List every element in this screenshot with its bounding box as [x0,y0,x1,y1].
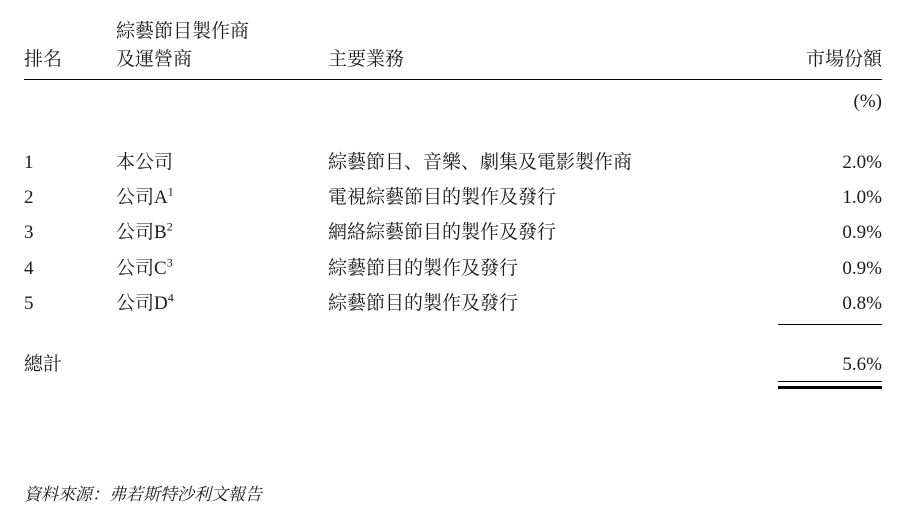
cell-company [116,180,328,215]
table-row [24,251,882,286]
column-header-company-line2: 及運營商 [116,48,193,70]
total-share-value: 5.6% [842,353,882,375]
table-row [24,180,882,215]
total-rule-blank-business [328,382,778,388]
cell-company-footnote-marker: 4 [167,291,174,306]
cell-company [116,145,328,180]
cell-company-name: 公司A [116,187,168,209]
cell-business: 電視綜藝節目的製作及發行 [328,187,557,209]
spacer-cell-share [778,117,882,145]
cell-business: 綜藝節目、音樂、劇集及電影製作商 [328,151,633,173]
total-blank-business [328,324,778,382]
cell-company-footnote-marker: 1 [167,184,174,199]
cell-company [116,215,328,250]
cell-share: 0.8% [778,286,882,324]
table-unit-section [24,80,882,145]
cell-company-footnote-marker: 2 [166,220,173,235]
total-double-rule-row [24,382,882,388]
unit-label: (%) [853,91,882,113]
cell-share: 2.0% [842,151,882,173]
table-row [24,286,882,324]
column-header-share-label: 市場份額 [805,48,882,70]
table-footer [24,324,882,388]
market-share-table [24,18,882,389]
column-header-share [778,18,882,80]
cell-business: 網絡綜藝節目的製作及發行 [328,222,557,244]
column-header-rank-label: 排名 [24,48,63,70]
cell-share: 1.0% [842,187,882,209]
table-row [24,145,882,180]
table-header-row [24,18,882,80]
cell-business: 綜藝節目的製作及發行 [328,257,519,279]
cell-rank: 5 [24,293,34,315]
cell-company-name: 公司B [116,222,167,244]
cell-rank: 4 [24,257,34,279]
total-rule-blank-company [116,382,328,388]
unit-row-blank-rank [24,80,116,117]
table-row [24,215,882,250]
column-header-business [328,18,778,80]
column-header-company [116,18,328,80]
column-header-company-line1: 綜藝節目製作商 [116,21,250,42]
total-row [24,324,882,382]
cell-company-name: 公司C [116,257,167,279]
total-label: 總計 [24,353,63,375]
total-rule-blank-rank [24,382,116,388]
table-body [24,145,882,325]
table-spacer [24,117,882,145]
cell-rank: 1 [24,151,34,173]
table-header [24,18,882,80]
cell-company-name: 公司D [116,293,168,315]
cell-rank: 2 [24,187,34,209]
unit-row [24,80,882,117]
unit-row-blank-business [328,80,778,117]
cell-company [116,251,328,286]
cell-rank: 3 [24,222,34,244]
unit-row-blank-company [116,80,328,117]
column-header-rank [24,18,116,80]
cell-company-footnote-marker: 3 [166,255,173,270]
cell-share: 0.9% [842,222,882,244]
spacer-cell-company [116,117,328,145]
spacer-cell-rank [24,117,116,145]
total-blank-company [116,324,328,382]
cell-company [116,286,328,324]
total-double-rule [778,382,882,388]
cell-share: 0.9% [842,257,882,279]
cell-business: 綜藝節目的製作及發行 [328,293,519,315]
column-header-business-label: 主要業務 [328,48,405,70]
document-page [0,18,906,531]
spacer-cell-business [328,117,778,145]
source-note: 資料來源：弗若斯特沙利文報告 [24,485,262,504]
cell-company-name: 本公司 [116,151,174,173]
